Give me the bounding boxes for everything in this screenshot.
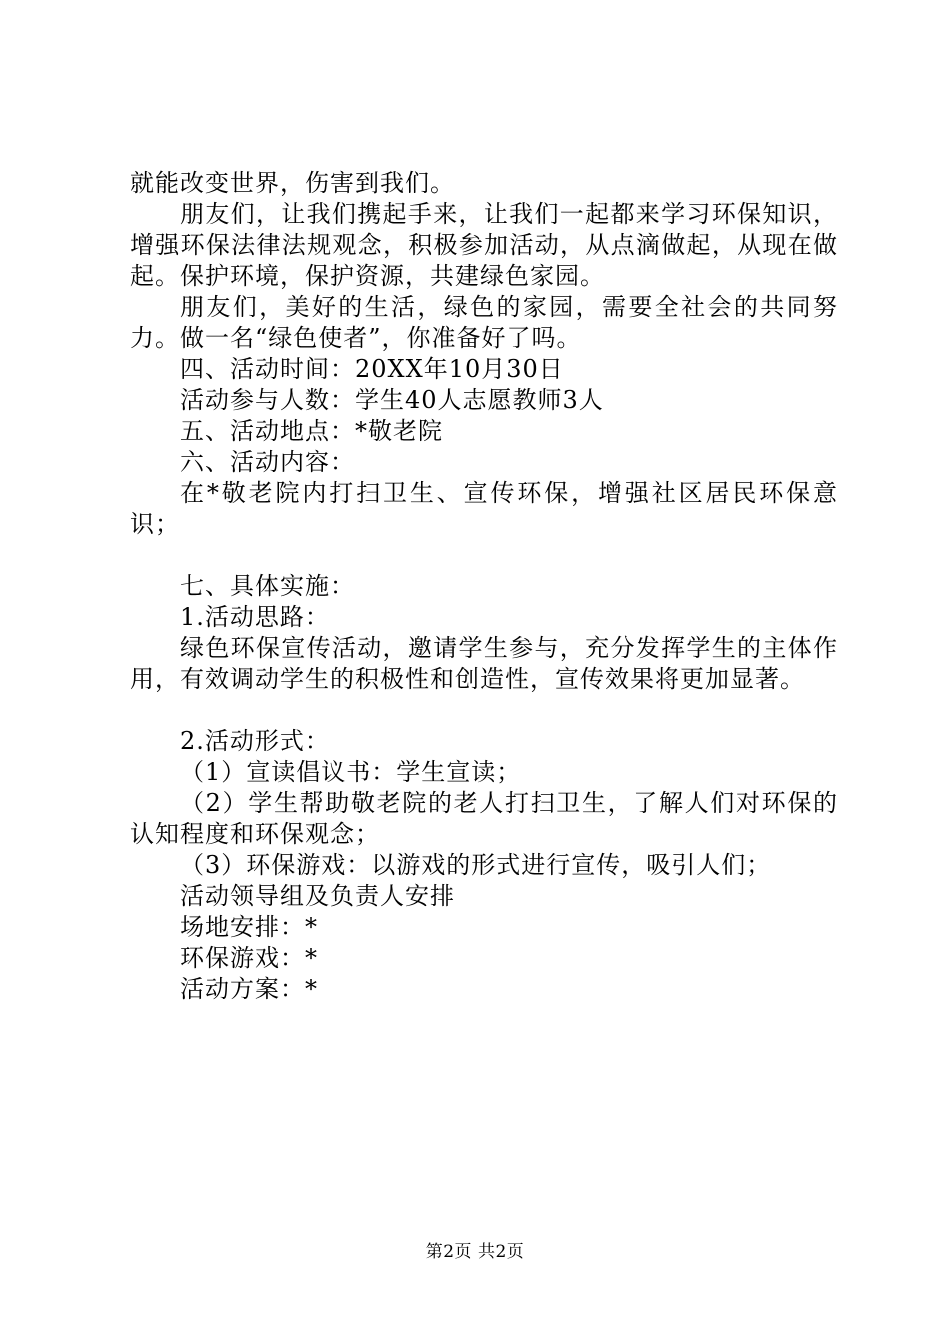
paragraph: 朋友们，让我们携起手来，让我们一起都来学习环保知识，增强环保法律法规观念，积极参加活动，从点滴做起，从现在做起。保护环境，保护资源，共建绿色家园。	[130, 200, 838, 290]
paragraph: （3）环保游戏：以游戏的形式进行宣传，吸引人们；	[180, 851, 772, 879]
paragraph: 活动领导组及负责人安排	[180, 882, 455, 910]
page-footer: 第2页 共2页	[425, 1242, 525, 1262]
paragraph: 活动参与人数：学生40人志愿教师3人	[180, 386, 604, 414]
blank-line	[130, 695, 838, 726]
paragraph: 1.活动思路：	[180, 603, 330, 631]
paragraph: 四、活动时间：20XX年10月30日	[180, 355, 564, 383]
paragraph: 就能改变世界，伤害到我们。	[130, 169, 455, 197]
paragraph: 2.活动形式：	[180, 727, 330, 755]
paragraph: 朋友们，美好的生活，绿色的家园，需要全社会的共同努力。做一名“绿色使者”，你准备好了吗。	[130, 293, 838, 352]
paragraph: 活动方案：*	[180, 975, 318, 1003]
paragraph: 绿色环保宣传活动，邀请学生参与，充分发挥学生的主体作用，有效调动学生的积极性和创造性，宣传效果将更加显著。	[130, 634, 838, 693]
paragraph: （1）宣读倡议书：学生宣读；	[180, 758, 522, 786]
paragraph: 七、具体实施：	[180, 572, 355, 600]
paragraph: （2）学生帮助敬老院的老人打扫卫生，了解人们对环保的认知程度和环保观念；	[130, 789, 838, 848]
paragraph: 环保游戏：*	[180, 944, 318, 972]
blank-line	[130, 540, 838, 571]
paragraph: 在*敬老院内打扫卫生、宣传环保，增强社区居民环保意识；	[130, 479, 838, 538]
document-body	[130, 168, 838, 1005]
paragraph: 五、活动地点：*敬老院	[180, 417, 443, 445]
paragraph: 六、活动内容：	[180, 448, 355, 476]
paragraph: 场地安排：*	[180, 913, 318, 941]
